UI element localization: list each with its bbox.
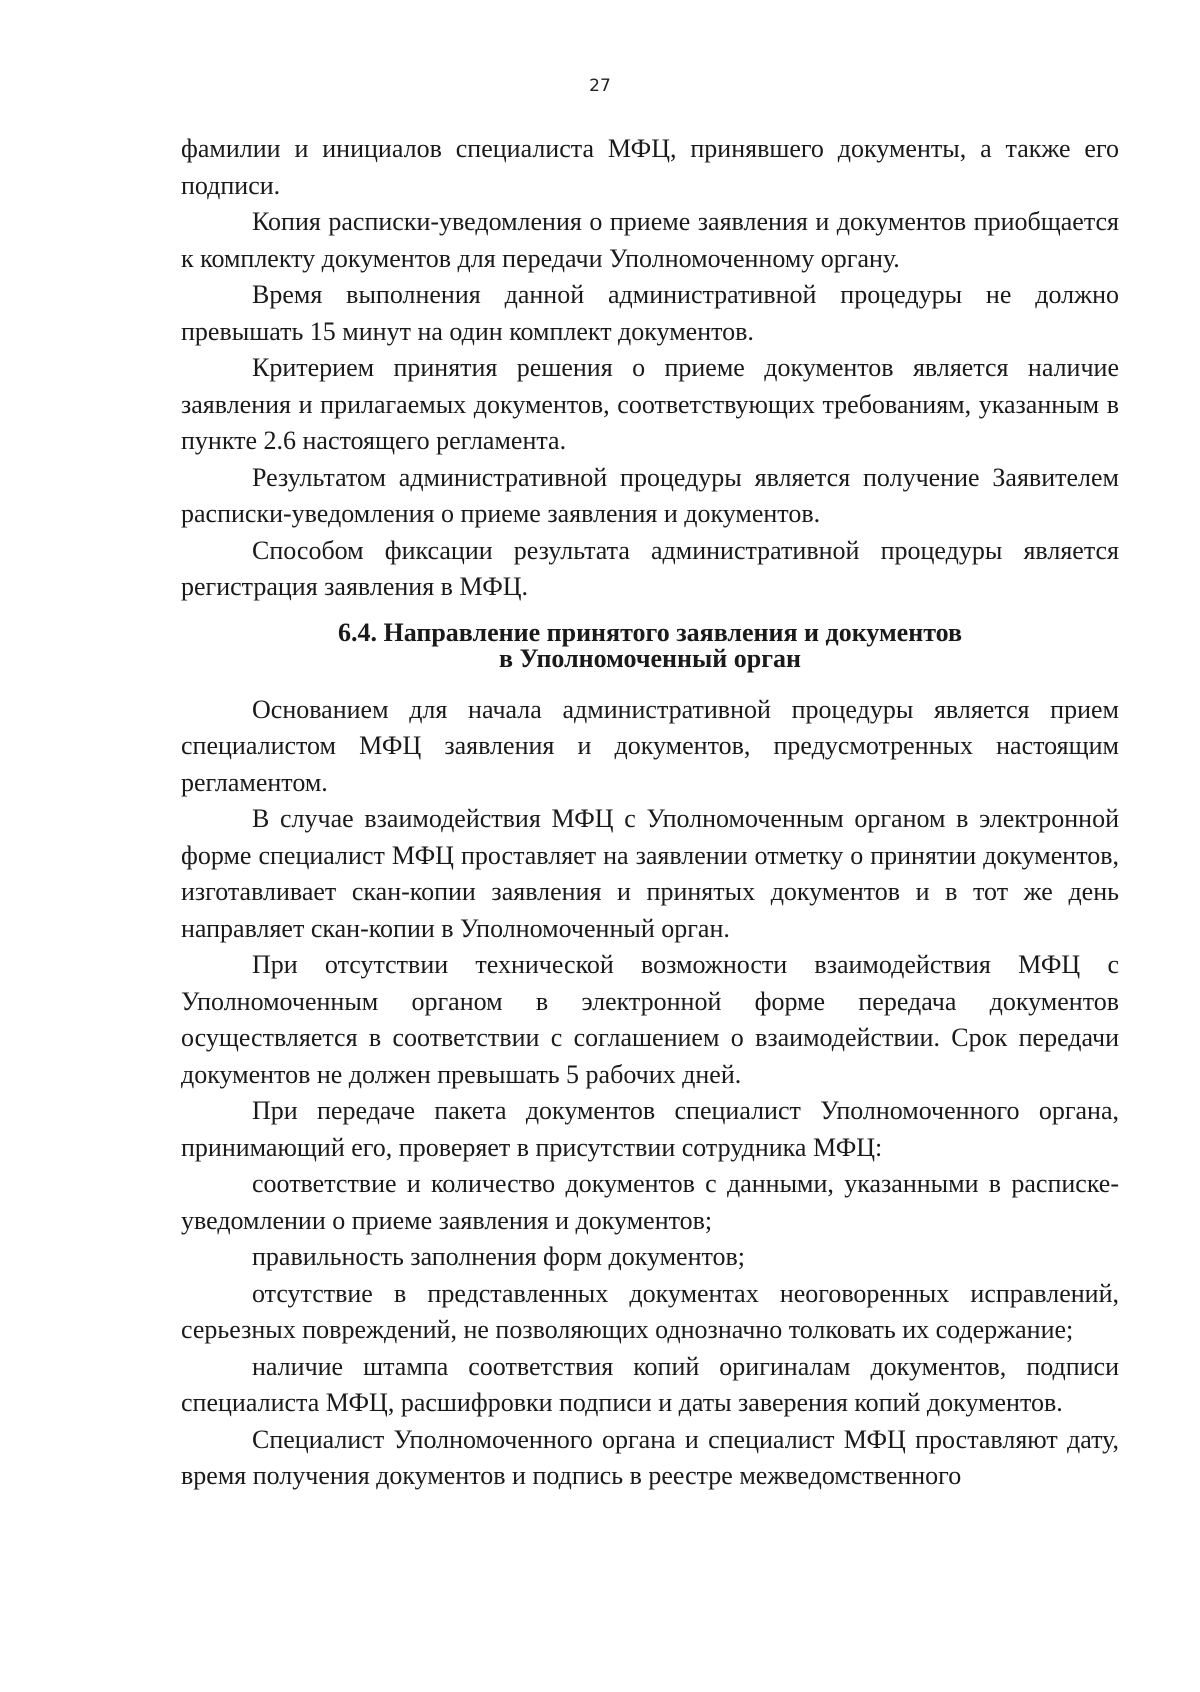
paragraph: Время выполнения данной административной процедуры не должно превышать 15 минут на один комплект документов. (181, 280, 1119, 346)
list-item: наличие штампа соответствия копий оригиналам документов, подписи специалиста МФЦ, расшифровки подписи и даты заверения копий документов. (181, 1351, 1119, 1417)
document-body (181, 131, 1119, 1495)
paragraph: Критерием принятия решения о приеме документов является наличие заявления и прилагаемых документов, соответствующих требованиям, указанным в пункте 2.6 настоящего регламента. (181, 353, 1119, 455)
paragraph: При передаче пакета документов специалист Уполномоченного органа, принимающий его, проверяет в присутствии сотрудника МФЦ: (181, 1096, 1119, 1162)
paragraph: Основанием для начала административной процедуры является прием специалистом МФЦ заявления и документов, предусмотренных настоящим регламентом. (181, 694, 1119, 797)
section-heading (181, 617, 1119, 673)
paragraph: Результатом административной процедуры является получение Заявителем расписки-уведомления о приеме заявления и документов. (181, 462, 1119, 528)
paragraph-continuation: фамилии и инициалов специалиста МФЦ, принявшего документы, а также его подписи. (181, 134, 1119, 200)
paragraph-truncated: Специалист Уполномоченного органа и специалист МФЦ проставляют дату, время получения документов и подпись в реестре межведомственного (181, 1424, 1119, 1490)
list-item: правильность заполнения форм документов; (252, 1242, 746, 1271)
paragraph: В случае взаимодействия МФЦ с Уполномоченным органом в электронной форме специалист МФЦ проставляет на заявлении отметку о принятии документов, изготавливает скан-копии заявления и принятых документов и в тот же день направляет скан-копии в Уполномоченный орган. (181, 804, 1119, 943)
list-item: отсутствие в представленных документах неоговоренных исправлений, серьезных повреждений, не позволяющих однозначно толковать их содержание; (181, 1278, 1119, 1344)
section-heading-line-2: в Уполномоченный орган (498, 643, 802, 673)
section-heading-line-1: 6.4. Направление принятого заявления и документов (337, 617, 963, 647)
paragraph: Копия расписки-уведомления о приеме заявления и документов приобщается к комплекту документов для передачи Уполномоченному органу. (181, 207, 1119, 273)
list-item: соответствие и количество документов с данными, указанными в расписке-уведомлении о приеме заявления и документов; (181, 1169, 1119, 1235)
paragraph: Способом фиксации результата административной процедуры является регистрация заявления в МФЦ. (181, 535, 1119, 601)
page-number: 27 (589, 76, 611, 96)
paragraph: При отсутствии технической возможности взаимодействия МФЦ с Уполномоченным органом в электронной форме передача документов осуществляется в соответствии с соглашением о взаимодействии. Срок передачи документов не должен превышать 5 рабочих дней. (181, 950, 1119, 1089)
